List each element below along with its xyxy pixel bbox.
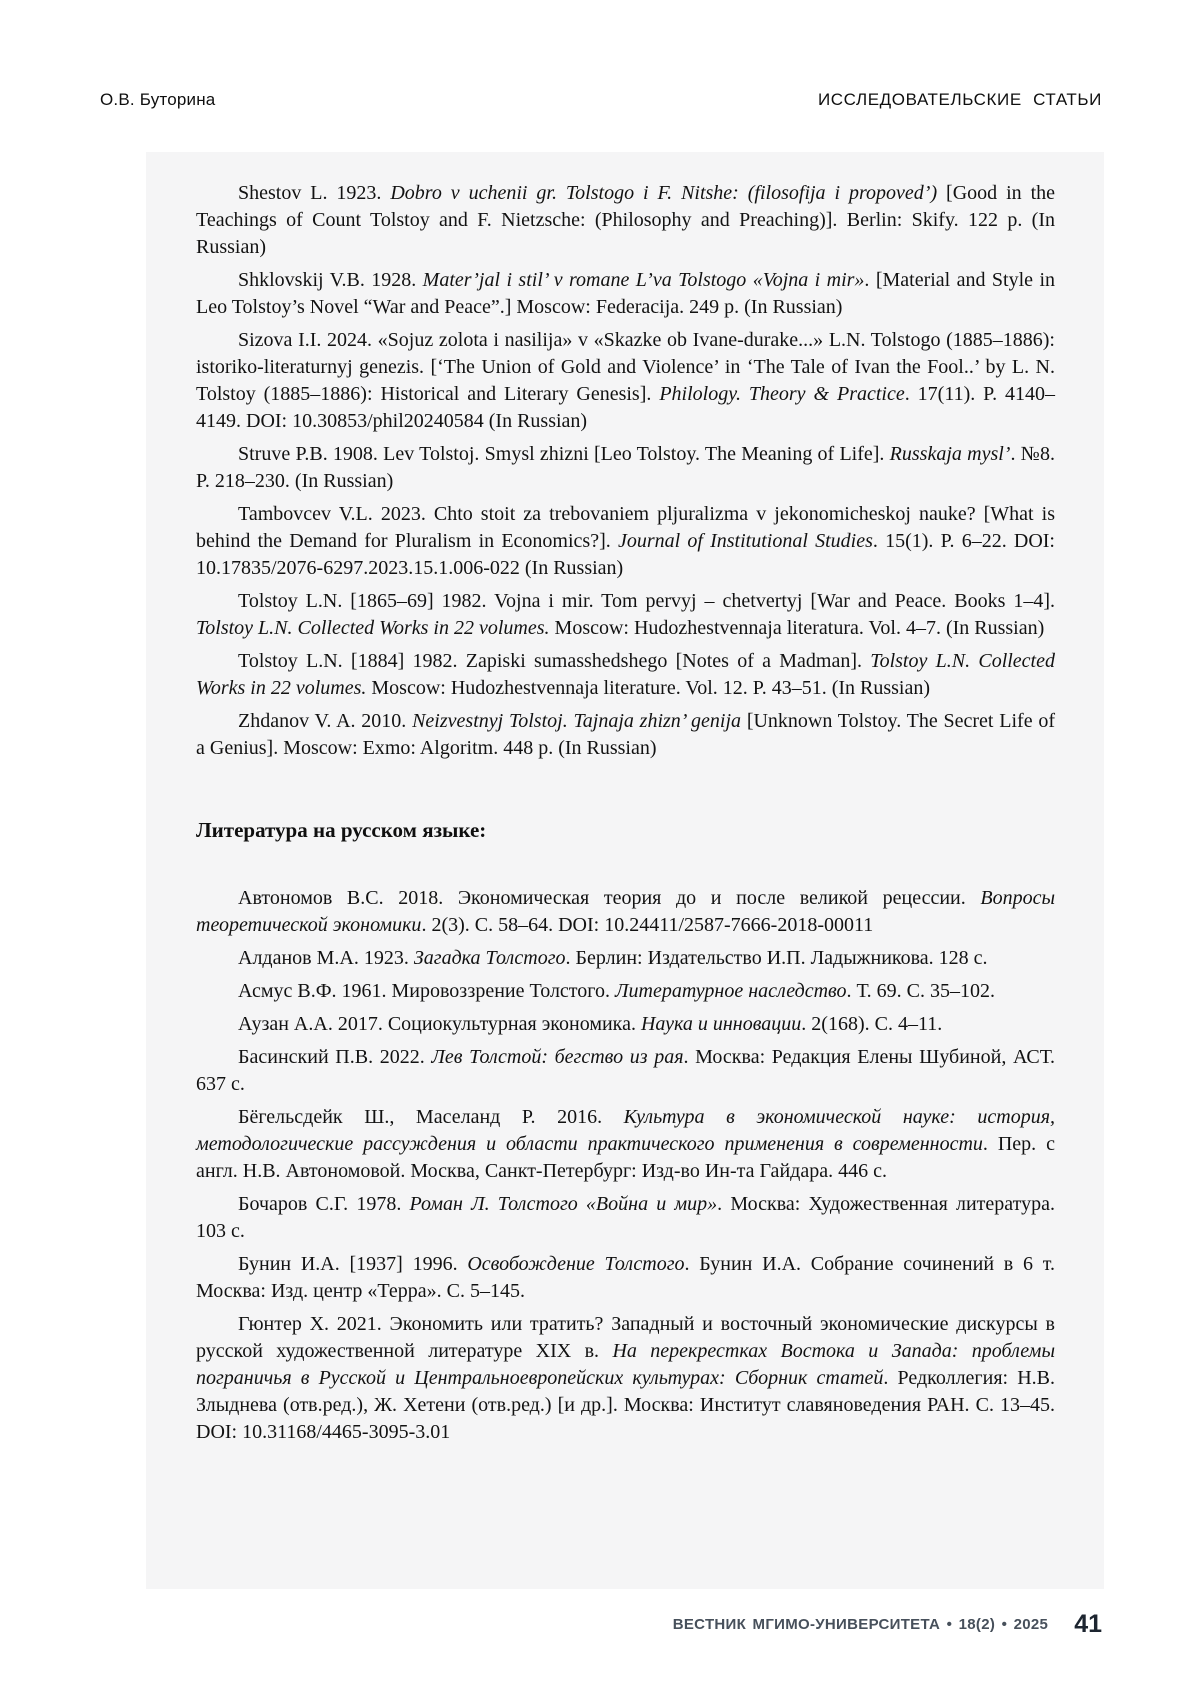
reference-item: Бочаров С.Г. 1978. Роман Л. Толстого «Война и мир». Москва: Художественная литература. 103 с. xyxy=(196,1193,1056,1242)
reference-item: Zhdanov V. A. 2010. Neizvestnyj Tolstoj. Tajnaja zhizn’ genija [Unknown Tolstoy. The Secret Life of a Genius]. Moscow: Exmo: Algoritm. 448 p. (In Russian) xyxy=(196,710,1056,759)
reference-item: Алданов М.А. 1923. Загадка Толстого. Берлин: Издательство И.П. Ладыжникова. 128 с. xyxy=(238,947,988,969)
russian-literature-heading: Литература на русском языке: xyxy=(196,818,487,842)
running-author: О.В. Буторина xyxy=(100,90,216,109)
reference-item: Tolstoy L.N. [1865–69] 1982. Vojna i mir. Tom pervyj – chetvertyj [War and Peace. Books 1–4]. Tolstoy L.N. Collected Works in 22 volumes. Moscow: Hudozhestvennaja literatura. Vol. 4–7. (In Russian) xyxy=(196,590,1055,639)
reference-item: Tolstoy L.N. [1884] 1982. Zapiski sumasshedshego [Notes of a Madman]. Tolstoy L.N. Collected Works in 22 volumes. Moscow: Hudozhestvennaja literature. Vol. 12. P. 43–51. (In Russian) xyxy=(196,650,1055,699)
reference-item: Tambovcev V.L. 2023. Chto stoit za trebovaniem pljuralizma v jekonomicheskoj nauke? [What is behind the Demand for Pluralism in Economics?]. Journal of Institutional Studies. 15(1). P. 6–22. DOI: 10.17835/2076-6297.2023.15.1.006-022 (In Russian) xyxy=(196,503,1055,579)
running-section-label: ИССЛЕДОВАТЕЛЬСКИЕ СТАТЬИ xyxy=(817,90,1102,109)
reference-item: Shestov L. 1923. Dobro v uchenii gr. Tolstogo i F. Nitshe: (filosofija i propoved’) [Good in the Teachings of Count Tolstoy and F. Nietzsche: (Philosophy and Preaching)]. Berlin: Skify. 122 p. (In Russian) xyxy=(196,182,1056,258)
content-card xyxy=(146,152,1104,1589)
references-latin-section xyxy=(196,180,1055,762)
reference-item: Бёгельсдейк Ш., Маселанд Р. 2016. Культура в экономической науке: история, методологические рассуждения и области практического применения в современности. Пер. с англ. Н.В. Автономовой. Москва, Санкт-Петербург: Изд-во Ин-та Гайдара. 446 с. xyxy=(196,1106,1055,1182)
reference-item: Бунин И.А. [1937] 1996. Освобождение Толстого. Бунин И.А. Собрание сочинений в 6 т. Москва: Изд. центр «Терра». С. 5–145. xyxy=(196,1253,1056,1302)
reference-item: Аузан А.А. 2017. Социокультурная экономика. Наука и инновации. 2(168). С. 4–11. xyxy=(238,1013,943,1035)
reference-item: Shklovskij V.B. 1928. Mater’jal i stil’ v romane L’va Tolstogo «Vojna i mir». [Material and Style in Leo Tolstoy’s Novel “War and Peace”.] Moscow: Federacija. 249 p. (In Russian) xyxy=(196,269,1056,318)
page-footer xyxy=(100,1610,1102,1639)
reference-item: Автономов В.С. 2018. Экономическая теория до и после великой рецессии. Вопросы теоретической экономики. 2(3). С. 58–64. DOI: 10.24411/2587-7666-2018-00011 xyxy=(196,887,1055,936)
reference-item: Асмус В.Ф. 1961. Мировоззрение Толстого. Литературное наследство. Т. 69. С. 35–102. xyxy=(238,980,996,1002)
reference-item: Sizova I.I. 2024. «Sojuz zolota i nasilija» v «Skazke ob Ivane-durake...» L.N. Tolstogo (1885–1886): istoriko-literaturnyj genezis. [‘The Union of Gold and Violence’ in ‘The Tale of Ivan the Fool..’ by L. N. Tolstoy (1885–1886): Historical and Literary Genesis]. Philology. Theory & Practice. 17(11). P. 4140–4149. DOI: 10.30853/phil20240584 (In Russian) xyxy=(196,329,1056,432)
reference-item: Гюнтер Х. 2021. Экономить или тратить? Западный и восточный экономические дискурсы в русской художественной литературе XIX в. На перекрестках Востока и Запада: проблемы пограничья в Русской и Центральноевропейских культурах: Сборник статей. Редколлегия: Н.В. Злыднева (отв.ред.), Ж. Хетени (отв.ред.) [и др.]. Москва: Институт славяноведения РАН. С. 13–45. DOI: 10.31168/4465-3095-3.01 xyxy=(196,1313,1055,1443)
reference-item: Басинский П.В. 2022. Лев Толстой: бегство из рая. Москва: Редакция Елены Шубиной, АСТ. 637 с. xyxy=(196,1046,1055,1095)
reference-item: Struve P.B. 1908. Lev Tolstoj. Smysl zhizni [Leo Tolstoy. The Meaning of Life]. Russkaja mysl’. №8. P. 218–230. (In Russian) xyxy=(196,443,1056,492)
page-header xyxy=(100,90,1102,110)
references-russian-section xyxy=(196,885,1055,1446)
journal-title-line: ВЕСТНИК МГИМО-УНИВЕРСИТЕТА • 18(2) • 2025 xyxy=(672,1616,1049,1633)
page-number: 41 xyxy=(1074,1610,1102,1638)
